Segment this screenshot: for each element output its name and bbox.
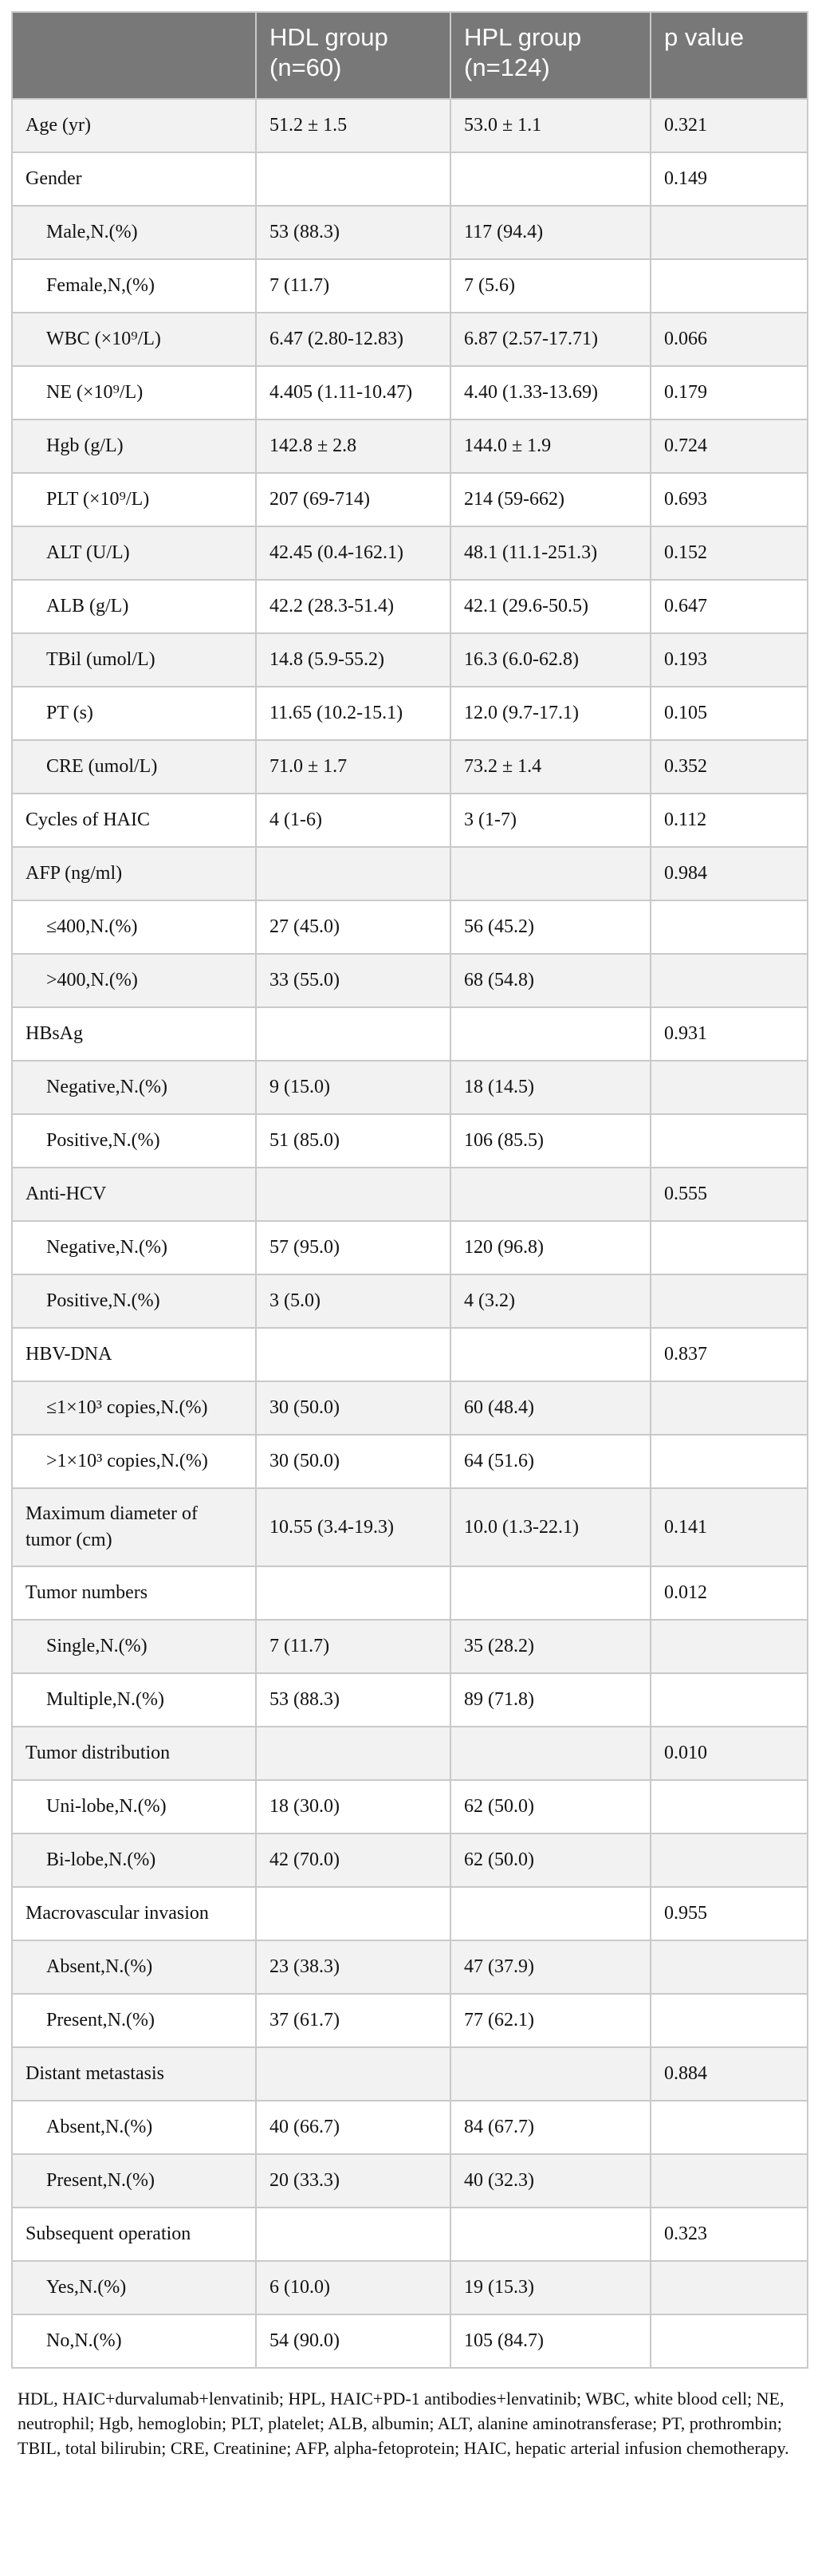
table-row [12,259,808,313]
hdl-value: 7 (11.7) [256,259,450,313]
p-value: 0.149 [651,152,808,206]
hpl-value: 4.40 (1.33-13.69) [450,366,651,419]
table-row [12,366,808,419]
hdl-value: 11.65 (10.2-15.1) [256,687,450,740]
p-value [651,1940,808,1994]
hpl-value: 68 (54.8) [450,954,651,1007]
table-row [12,740,808,794]
hpl-value: 73.2 ± 1.4 [450,740,651,794]
table-row [12,1994,808,2047]
p-value: 0.010 [651,1727,808,1780]
hdl-value [256,152,450,206]
table-row [12,2208,808,2261]
hdl-value: 14.8 (5.9-55.2) [256,633,450,687]
hdl-value: 30 (50.0) [256,1435,450,1488]
row-label: Absent,N.(%) [12,2101,256,2154]
hdl-value [256,1007,450,1061]
hdl-value: 42.2 (28.3-51.4) [256,580,450,633]
row-label: PT (s) [12,687,256,740]
hdl-value [256,2047,450,2101]
header-variable [12,12,256,99]
hpl-value [450,1168,651,1221]
p-value: 0.555 [651,1168,808,1221]
hpl-value: 53.0 ± 1.1 [450,99,651,152]
hpl-value [450,847,651,900]
hpl-value: 7 (5.6) [450,259,651,313]
hdl-value: 27 (45.0) [256,900,450,954]
hdl-value: 54 (90.0) [256,2314,450,2368]
table-row [12,313,808,366]
hpl-value: 4 (3.2) [450,1274,651,1328]
p-value: 0.112 [651,794,808,847]
row-label: TBil (umol/L) [12,633,256,687]
row-label: Hgb (g/L) [12,419,256,473]
hdl-value [256,1887,450,1940]
p-value: 0.193 [651,633,808,687]
table-row [12,794,808,847]
table-row [12,1488,808,1566]
table-row [12,1620,808,1673]
table-row [12,1673,808,1727]
hpl-value: 12.0 (9.7-17.1) [450,687,651,740]
p-value [651,1994,808,2047]
p-value: 0.931 [651,1007,808,1061]
table-row [12,1381,808,1435]
hpl-value [450,2208,651,2261]
row-label: Absent,N.(%) [12,1940,256,1994]
header-hdl-group: HDL group (n=60) [256,12,450,99]
hpl-value: 64 (51.6) [450,1435,651,1488]
row-label: Positive,N.(%) [12,1114,256,1168]
p-value [651,1381,808,1435]
row-label: WBC (×10⁹/L) [12,313,256,366]
table-row [12,1940,808,1994]
p-value: 0.884 [651,2047,808,2101]
row-label: Tumor numbers [12,1566,256,1620]
hpl-value: 214 (59-662) [450,473,651,526]
table-row [12,526,808,580]
hdl-value: 33 (55.0) [256,954,450,1007]
row-label: Uni-lobe,N.(%) [12,1780,256,1834]
row-label: Present,N.(%) [12,2154,256,2208]
p-value [651,900,808,954]
table-row [12,1007,808,1061]
row-label: Maximum diameter of tumor (cm) [12,1488,256,1566]
row-label: Present,N.(%) [12,1994,256,2047]
hdl-value: 20 (33.3) [256,2154,450,2208]
p-value: 0.724 [651,419,808,473]
row-label: Cycles of HAIC [12,794,256,847]
row-label: >1×10³ copies,N.(%) [12,1435,256,1488]
p-value [651,1061,808,1114]
table-row [12,152,808,206]
hpl-value: 77 (62.1) [450,1994,651,2047]
hpl-value [450,1887,651,1940]
hpl-value: 48.1 (11.1-251.3) [450,526,651,580]
p-value [651,259,808,313]
table-row [12,1328,808,1381]
p-value: 0.141 [651,1488,808,1566]
hdl-value: 53 (88.3) [256,206,450,259]
row-label: >400,N.(%) [12,954,256,1007]
table-row [12,580,808,633]
hdl-value: 6 (10.0) [256,2261,450,2314]
row-label: Negative,N.(%) [12,1221,256,1274]
hdl-value [256,1566,450,1620]
hdl-value: 71.0 ± 1.7 [256,740,450,794]
hpl-value: 62 (50.0) [450,1834,651,1887]
hpl-value: 10.0 (1.3-22.1) [450,1488,651,1566]
row-label: ALT (U/L) [12,526,256,580]
hpl-value: 16.3 (6.0-62.8) [450,633,651,687]
p-value: 0.321 [651,99,808,152]
hpl-value: 3 (1-7) [450,794,651,847]
table-row [12,1168,808,1221]
table-row [12,1566,808,1620]
table-footnote: HDL, HAIC+durvalumab+lenvatinib; HPL, HAIC+PD-1 antibodies+lenvatinib; WBC, white blood cell; NE, neutrophil; Hgb, hemoglobin; PLT, platelet; ALB, albumin; ALT, alanine aminotransferase; PT, prothrombin; TBIL, total bilirubin; CRE, Creatinine; AFP, alpha-fetoprotein; HAIC, hepatic arterial infusion chemotherapy. [18,2389,789,2458]
hpl-value: 40 (32.3) [450,2154,651,2208]
hdl-value: 37 (61.7) [256,1994,450,2047]
row-label: ≤1×10³ copies,N.(%) [12,1381,256,1435]
p-value: 0.984 [651,847,808,900]
hpl-value: 89 (71.8) [450,1673,651,1727]
p-value: 0.066 [651,313,808,366]
hpl-value: 18 (14.5) [450,1061,651,1114]
hpl-value [450,2047,651,2101]
table-row [12,2101,808,2154]
table-row [12,954,808,1007]
row-label: ≤400,N.(%) [12,900,256,954]
table-row [12,1114,808,1168]
hdl-value: 3 (5.0) [256,1274,450,1328]
row-label: Anti-HCV [12,1168,256,1221]
hdl-value: 42.45 (0.4-162.1) [256,526,450,580]
p-value [651,954,808,1007]
table-row [12,1780,808,1834]
hdl-value: 6.47 (2.80-12.83) [256,313,450,366]
hpl-value: 117 (94.4) [450,206,651,259]
table-row [12,2314,808,2368]
hdl-value [256,1168,450,1221]
hpl-value: 19 (15.3) [450,2261,651,2314]
table-row [12,2261,808,2314]
hpl-value: 56 (45.2) [450,900,651,954]
p-value: 0.012 [651,1566,808,1620]
hdl-value: 51 (85.0) [256,1114,450,1168]
row-label: NE (×10⁹/L) [12,366,256,419]
p-value [651,2154,808,2208]
hdl-value [256,847,450,900]
hpl-value: 6.87 (2.57-17.71) [450,313,651,366]
hpl-value: 42.1 (29.6-50.5) [450,580,651,633]
hpl-value: 84 (67.7) [450,2101,651,2154]
p-value [651,1620,808,1673]
row-label: Tumor distribution [12,1727,256,1780]
row-label: Gender [12,152,256,206]
hdl-value: 142.8 ± 2.8 [256,419,450,473]
row-label: Single,N.(%) [12,1620,256,1673]
table-row [12,2154,808,2208]
hpl-value: 60 (48.4) [450,1381,651,1435]
hdl-value [256,1328,450,1381]
hpl-value [450,1566,651,1620]
row-label: No,N.(%) [12,2314,256,2368]
row-label: AFP (ng/ml) [12,847,256,900]
header-p-value: p value [651,12,808,99]
hdl-value: 10.55 (3.4-19.3) [256,1488,450,1566]
row-label: HBsAg [12,1007,256,1061]
p-value [651,1673,808,1727]
row-label: Female,N,(%) [12,259,256,313]
p-value [651,1435,808,1488]
hpl-value: 105 (84.7) [450,2314,651,2368]
header-hpl-group: HPL group (n=124) [450,12,651,99]
hpl-value: 62 (50.0) [450,1780,651,1834]
p-value: 0.323 [651,2208,808,2261]
hpl-value: 35 (28.2) [450,1620,651,1673]
table-row [12,687,808,740]
hdl-value: 9 (15.0) [256,1061,450,1114]
hdl-value: 4 (1-6) [256,794,450,847]
hdl-value: 53 (88.3) [256,1673,450,1727]
p-value: 0.352 [651,740,808,794]
row-label: CRE (umol/L) [12,740,256,794]
hdl-value: 42 (70.0) [256,1834,450,1887]
p-value [651,2314,808,2368]
table-row [12,473,808,526]
table-container [11,11,807,2460]
header-row [12,12,808,99]
hdl-value: 4.405 (1.11-10.47) [256,366,450,419]
hdl-value: 40 (66.7) [256,2101,450,2154]
hpl-value: 144.0 ± 1.9 [450,419,651,473]
hpl-value [450,1727,651,1780]
p-value: 0.152 [651,526,808,580]
table-row [12,206,808,259]
baseline-characteristics-table [11,11,808,2369]
row-label: Negative,N.(%) [12,1061,256,1114]
hdl-value: 207 (69-714) [256,473,450,526]
hdl-value: 51.2 ± 1.5 [256,99,450,152]
row-label: Bi-lobe,N.(%) [12,1834,256,1887]
table-row [12,1887,808,1940]
row-label: Male,N.(%) [12,206,256,259]
table-row [12,900,808,954]
p-value [651,2101,808,2154]
p-value [651,1834,808,1887]
row-label: ALB (g/L) [12,580,256,633]
table-body [12,99,808,2368]
hdl-value [256,1727,450,1780]
p-value: 0.955 [651,1887,808,1940]
hdl-value: 30 (50.0) [256,1381,450,1435]
p-value [651,1274,808,1328]
table-row [12,2047,808,2101]
p-value: 0.105 [651,687,808,740]
row-label: HBV-DNA [12,1328,256,1381]
row-label: Positive,N.(%) [12,1274,256,1328]
hdl-value [256,2208,450,2261]
table-row [12,1727,808,1780]
table-row [12,1435,808,1488]
hpl-value: 47 (37.9) [450,1940,651,1994]
table-row [12,1834,808,1887]
table-row [12,1221,808,1274]
row-label: PLT (×10⁹/L) [12,473,256,526]
p-value: 0.837 [651,1328,808,1381]
p-value [651,1780,808,1834]
table-row [12,419,808,473]
row-label: Subsequent operation [12,2208,256,2261]
hpl-value [450,1007,651,1061]
p-value: 0.647 [651,580,808,633]
hpl-value: 106 (85.5) [450,1114,651,1168]
table-row [12,633,808,687]
p-value [651,206,808,259]
table-row [12,1061,808,1114]
hdl-value: 18 (30.0) [256,1780,450,1834]
p-value: 0.179 [651,366,808,419]
row-label: Distant metastasis [12,2047,256,2101]
hdl-value: 7 (11.7) [256,1620,450,1673]
hpl-value: 120 (96.8) [450,1221,651,1274]
p-value [651,1114,808,1168]
p-value: 0.693 [651,473,808,526]
hdl-value: 23 (38.3) [256,1940,450,1994]
row-label: Macrovascular invasion [12,1887,256,1940]
table-row [12,99,808,152]
row-label: Multiple,N.(%) [12,1673,256,1727]
p-value [651,1221,808,1274]
table-row [12,1274,808,1328]
row-label: Yes,N.(%) [12,2261,256,2314]
p-value [651,2261,808,2314]
hpl-value [450,152,651,206]
hpl-value [450,1328,651,1381]
hdl-value: 57 (95.0) [256,1221,450,1274]
row-label: Age (yr) [12,99,256,152]
table-row [12,847,808,900]
